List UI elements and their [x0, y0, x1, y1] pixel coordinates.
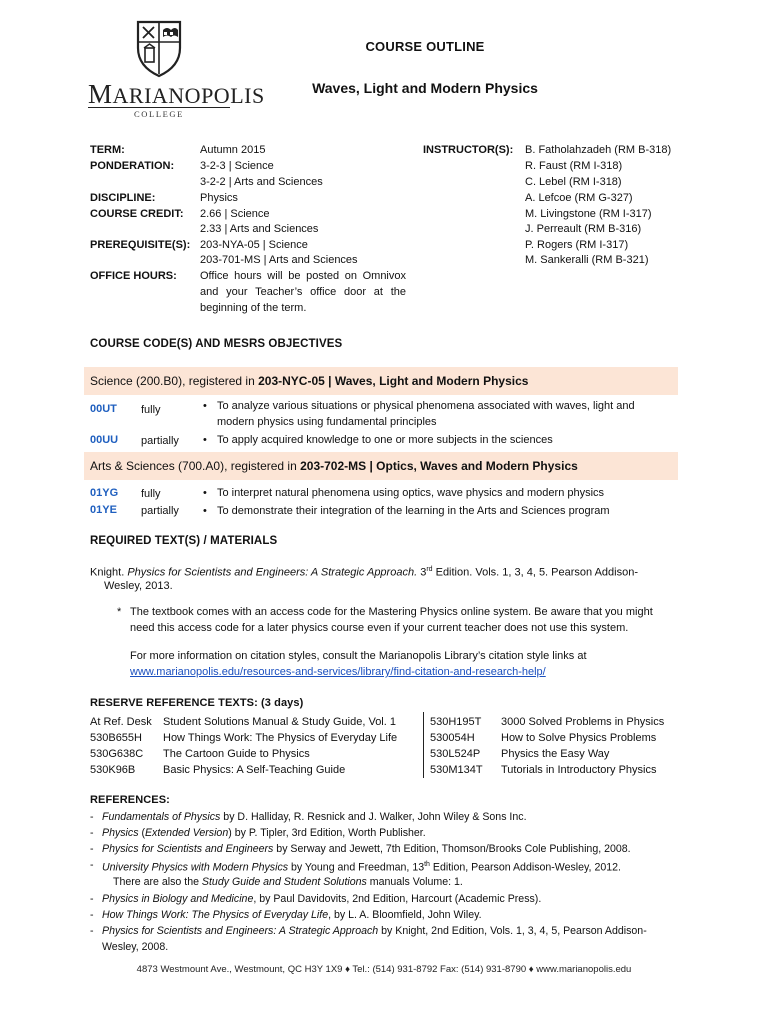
instructor-item: M. Sankeralli (RM B-321)	[525, 254, 649, 266]
discipline-label: DISCIPLINE:	[90, 192, 156, 204]
instructor-item: J. Perreault (RM B-316)	[525, 223, 642, 235]
ponderation-arts: 3-2-2 | Arts and Sciences	[200, 176, 323, 188]
college-subtitle: COLLEGE	[88, 107, 230, 119]
required-text-details-cont: Wesley, 2013.	[104, 580, 173, 592]
course-title: Waves, Light and Modern Physics	[312, 80, 538, 96]
reserve-title: Student Solutions Manual & Study Guide, Vol. 1	[163, 716, 396, 728]
citation-link[interactable]: www.marianopolis.edu/resources-and-services/library/find-citation-and-research-help/	[130, 666, 546, 678]
office-hours-label: OFFICE HOURS:	[90, 270, 177, 282]
prerequisite-science: 203-NYA-05 | Science	[200, 239, 308, 251]
reserve-title: Tutorials in Introductory Physics	[501, 764, 657, 776]
instructor-item: A. Lefcoe (RM G-327)	[525, 192, 633, 204]
credit-label: COURSE CREDIT:	[90, 208, 184, 220]
ponderation-label: PONDERATION:	[90, 160, 175, 172]
reserve-title: The Cartoon Guide to Physics	[163, 748, 310, 760]
reserve-code: 530G638C	[90, 748, 144, 760]
objective-text: • To demonstrate their integration of the learning in the Arts and Sciences program	[217, 503, 667, 519]
college-wordmark: MARIANOPOLIS	[88, 79, 265, 109]
instructor-item: C. Lebel (RM I-318)	[525, 176, 622, 188]
objective-text: • To apply acquired knowledge to one or more subjects in the sciences	[217, 432, 667, 448]
term-label: TERM:	[90, 144, 125, 156]
objective-code: 01YG	[90, 487, 119, 499]
reserve-heading-label: RESERVE REFERENCE TEXTS:	[90, 697, 258, 709]
office-hours-value: Office hours will be posted on Omnivox and your Teacher’s office door at the beginning of the term.	[200, 270, 406, 314]
arts-program-name: Arts & Sciences	[90, 459, 175, 473]
reserve-title: Physics the Easy Way	[501, 748, 610, 760]
reserve-heading	[90, 697, 303, 709]
required-text-details: Edition. Vols. 1, 3, 4, 5. Pearson Addison-	[432, 566, 639, 579]
instructor-item: B. Fatholahzadeh (RM B-318)	[525, 144, 672, 156]
objectives-heading: COURSE CODE(S) AND MESRS OBJECTIVES	[90, 338, 343, 350]
science-program-name: Science	[90, 374, 133, 388]
science-course-name: 203-NYC-05 | Waves, Light and Modern Physics	[258, 374, 529, 388]
objective-code: 00UT	[90, 403, 117, 415]
objective-text: • To analyze various situations or physical phenomena associated with waves, light and modern physics using fundamental principles	[217, 398, 667, 430]
instructors-label: INSTRUCTOR(S):	[423, 144, 514, 156]
required-text-edition-suffix: rd	[426, 566, 433, 573]
reserve-title: How to Solve Physics Problems	[501, 732, 657, 744]
credit-arts: 2.33 | Arts and Sciences	[200, 223, 319, 235]
crest-icon	[134, 18, 184, 78]
required-text-author: Knight.	[90, 566, 125, 579]
college-logo	[88, 18, 265, 120]
references-heading: REFERENCES:	[90, 794, 170, 806]
reserve-code: 530054H	[430, 732, 475, 744]
term-value: Autumn 2015	[200, 144, 266, 156]
reserve-title: Basic Physics: A Self-Teaching Guide	[163, 764, 346, 776]
page-footer: 4873 Westmount Ave., Westmount, QC H3Y 1X9 ♦ Tel.: (514) 931-8792 Fax: (514) 931-8790 ♦ www.marianopolis.edu	[136, 964, 632, 975]
objective-degree: fully	[141, 488, 161, 500]
reserve-code: At Ref. Desk	[90, 716, 152, 728]
citation-info: For more information on citation styles, consult the Marianopolis Library’s citation style links at	[130, 650, 587, 662]
prerequisite-arts: 203-701-MS | Arts and Sciences	[200, 254, 358, 266]
reserve-title: How Things Work: The Physics of Everyday Life	[163, 732, 398, 744]
instructor-item: P. Rogers (RM I-317)	[525, 239, 629, 251]
objective-code: 01YE	[90, 504, 117, 516]
textbook-note-line1: The textbook comes with an access code for the Mastering Physics online system. Be aware that you might	[130, 606, 653, 618]
reserve-code: 530M134T	[430, 764, 483, 776]
note-asterisk: *	[117, 606, 122, 618]
arts-course-name: 203-702-MS | Optics, Waves and Modern Physics	[300, 459, 578, 473]
document-title: COURSE OUTLINE	[365, 39, 485, 54]
discipline-value: Physics	[200, 192, 238, 204]
reserve-code: 530L524P	[430, 748, 481, 760]
ponderation-science: 3-2-3 | Science	[200, 160, 274, 172]
required-text-edition: 3	[420, 566, 427, 579]
textbook-note-line2: need this access code for a later physics course even if your current teacher does not use this system.	[130, 622, 629, 634]
reserve-code: 530B655H	[90, 732, 142, 744]
credit-science: 2.66 | Science	[200, 208, 270, 220]
objective-degree: partially	[141, 505, 179, 517]
objective-degree: partially	[141, 435, 179, 447]
objective-degree: fully	[141, 404, 161, 416]
objective-code: 00UU	[90, 434, 119, 446]
required-text-title: Physics for Scientists and Engineers: A Strategic Approach.	[127, 566, 418, 579]
reserve-heading-loan: (3 days)	[257, 697, 304, 709]
reserve-divider	[423, 712, 424, 778]
reserve-code: 530H195T	[430, 716, 482, 728]
reserve-title: 3000 Solved Problems in Physics	[501, 716, 665, 728]
arts-program-band	[84, 452, 678, 480]
arts-program-code: (700.A0), registered in	[174, 459, 301, 473]
instructor-item: R. Faust (RM I-318)	[525, 160, 623, 172]
objective-text: • To interpret natural phenomena using optics, wave physics and modern physics	[217, 485, 667, 501]
prerequisite-label: PREREQUISITE(S):	[90, 239, 191, 251]
science-program-code: (200.B0), registered in	[132, 374, 259, 388]
reserve-code: 530K96B	[90, 764, 136, 776]
instructor-item: M. Livingstone (RM I-317)	[525, 208, 652, 220]
science-program-band	[84, 367, 678, 395]
required-texts-heading: REQUIRED TEXT(S) / MATERIALS	[90, 535, 278, 547]
